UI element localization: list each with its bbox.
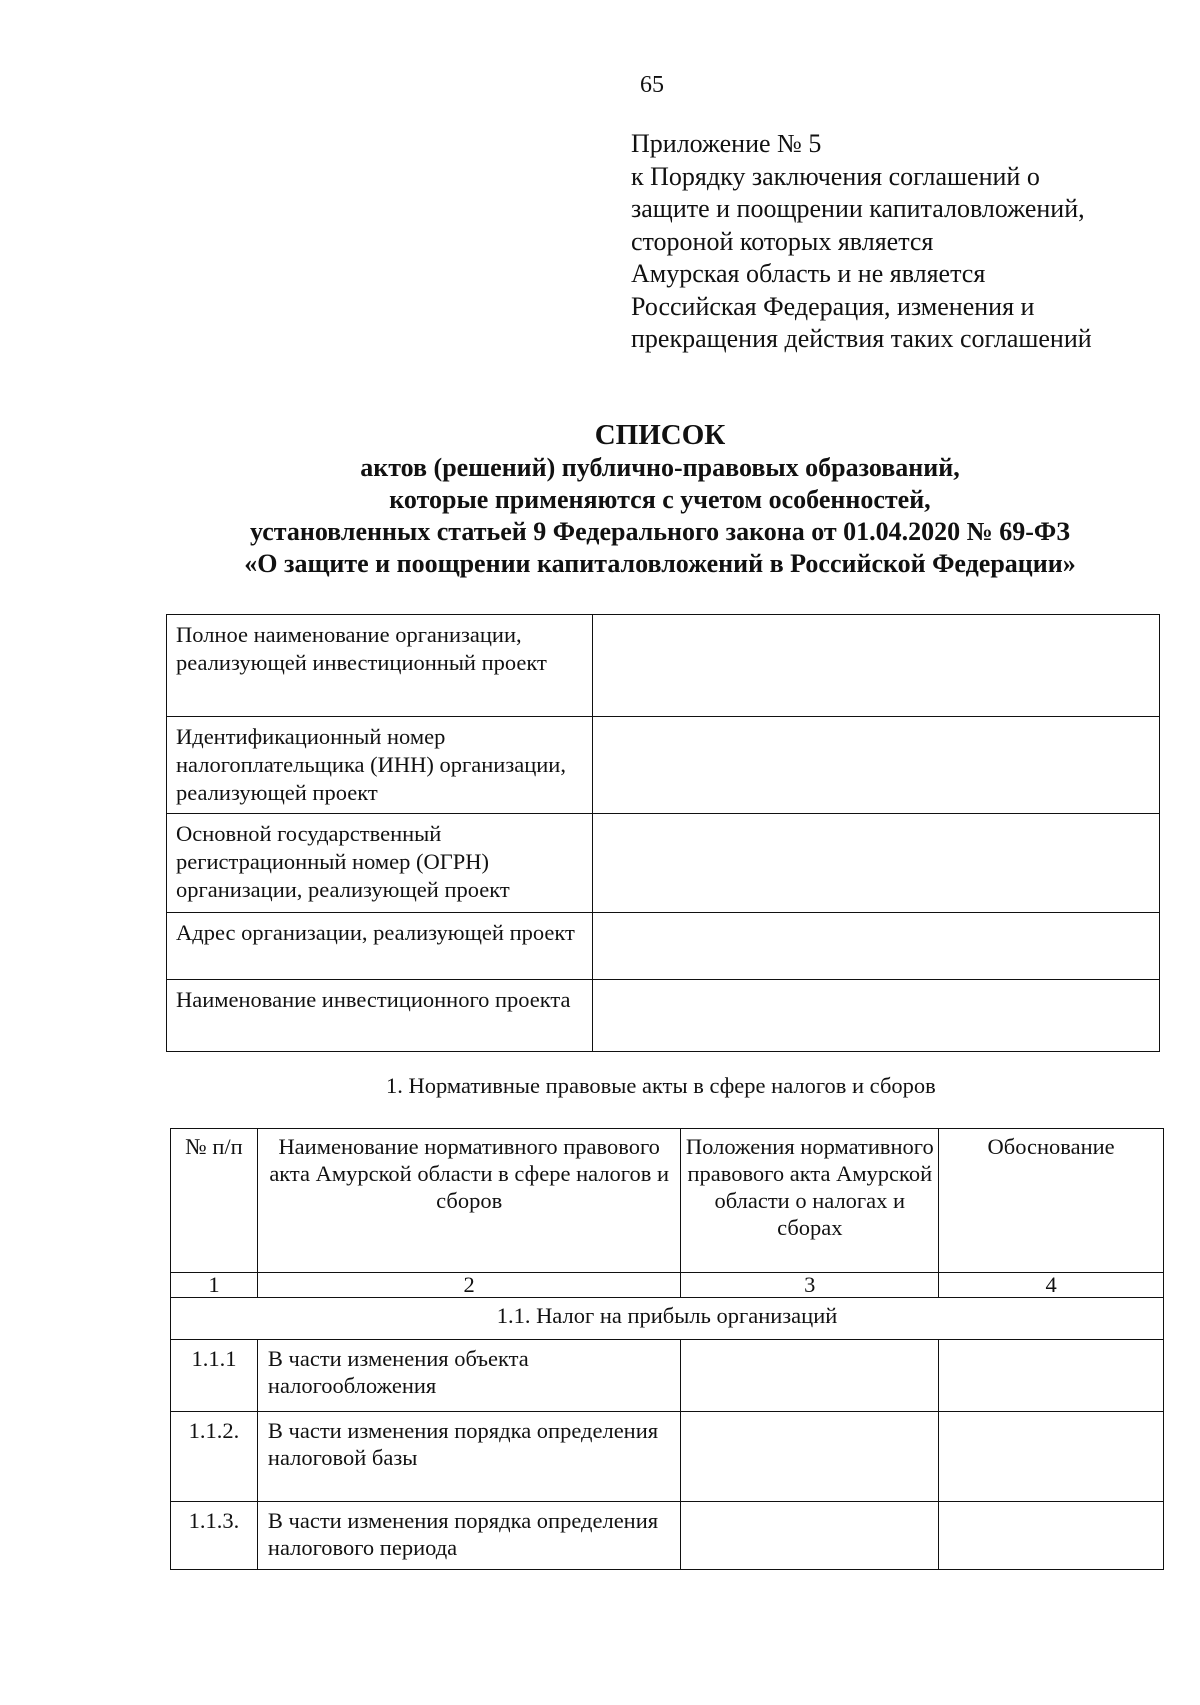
org-field-label: Основной государственный регистрационный номер (ОГРН) организации, реализующей проект <box>167 814 593 913</box>
column-number: 1 <box>171 1273 258 1298</box>
act-name-cell: В части изменения порядка определения налоговой базы <box>257 1412 681 1502</box>
column-number-row <box>171 1273 1164 1298</box>
org-field-value[interactable] <box>592 980 1159 1052</box>
row-number: 1.1.1 <box>171 1340 258 1412</box>
column-header: Обоснование <box>939 1129 1164 1273</box>
justification-cell[interactable] <box>939 1502 1164 1570</box>
table-row <box>171 1340 1164 1412</box>
column-number: 4 <box>939 1273 1164 1298</box>
org-field-value[interactable] <box>592 717 1159 814</box>
org-field-value[interactable] <box>592 814 1159 913</box>
column-number: 3 <box>681 1273 939 1298</box>
provisions-cell[interactable] <box>681 1340 939 1412</box>
justification-cell[interactable] <box>939 1340 1164 1412</box>
row-number: 1.1.2. <box>171 1412 258 1502</box>
org-field-value[interactable] <box>592 913 1159 980</box>
subsection-title: 1.1. Налог на прибыль организаций <box>171 1298 1164 1340</box>
org-field-label: Адрес организации, реализующей проект <box>167 913 593 980</box>
justification-cell[interactable] <box>939 1412 1164 1502</box>
annex-line: Приложение № 5 <box>631 129 822 158</box>
column-number: 2 <box>257 1273 681 1298</box>
table-row <box>167 980 1160 1052</box>
acts-table <box>170 1128 1164 1570</box>
annex-line: прекращения действия таких соглашений <box>631 324 1092 353</box>
provisions-cell[interactable] <box>681 1502 939 1570</box>
row-number: 1.1.3. <box>171 1502 258 1570</box>
table-row <box>167 717 1160 814</box>
column-header: Наименование нормативного правового акта Амурской области в сфере налогов и сборов <box>257 1129 681 1273</box>
table-row <box>167 615 1160 717</box>
table-row <box>167 913 1160 980</box>
org-field-label: Идентификационный номер налогоплательщика (ИНН) организации, реализующей проект <box>167 717 593 814</box>
org-field-label: Полное наименование организации, реализующей инвестиционный проект <box>167 615 593 717</box>
column-header: № п/п <box>171 1129 258 1273</box>
table-header-row <box>171 1129 1164 1273</box>
document-title <box>150 418 1170 580</box>
provisions-cell[interactable] <box>681 1412 939 1502</box>
column-header: Положения нормативного правового акта Амурской области о налогах и сборах <box>681 1129 939 1273</box>
title-line: которые применяются с учетом особенностей, <box>389 485 931 514</box>
org-field-value[interactable] <box>592 615 1159 717</box>
organization-table <box>166 614 1160 1052</box>
title-line: актов (решений) публично-правовых образований, <box>360 453 960 482</box>
annex-block <box>631 128 1092 356</box>
subsection-row <box>171 1298 1164 1340</box>
annex-line: стороной которых является <box>631 226 934 256</box>
act-name-cell: В части изменения порядка определения налогового периода <box>257 1502 681 1570</box>
table-row <box>167 814 1160 913</box>
annex-line: защите и поощрении капиталовложений, <box>631 194 1085 223</box>
table-row <box>171 1502 1164 1570</box>
table-row <box>171 1412 1164 1502</box>
act-name-cell: В части изменения объекта налогообложения <box>257 1340 681 1412</box>
annex-line: Российская Федерация, изменения и <box>631 291 1035 321</box>
title-main: СПИСОК <box>594 419 726 451</box>
annex-line: к Порядку заключения соглашений о <box>631 161 1040 191</box>
org-field-label: Наименование инвестиционного проекта <box>167 980 593 1052</box>
title-line: установленных статьей 9 Федерального закона от 01.04.2020 № 69-ФЗ <box>250 517 1070 546</box>
annex-line: Амурская область и не является <box>631 259 986 288</box>
page-number: 65 <box>640 72 664 98</box>
section-heading: 1. Нормативные правовые акты в сфере налогов и сборов <box>386 1073 936 1098</box>
title-line: «О защите и поощрении капиталовложений в Российской Федерации» <box>244 549 1076 578</box>
